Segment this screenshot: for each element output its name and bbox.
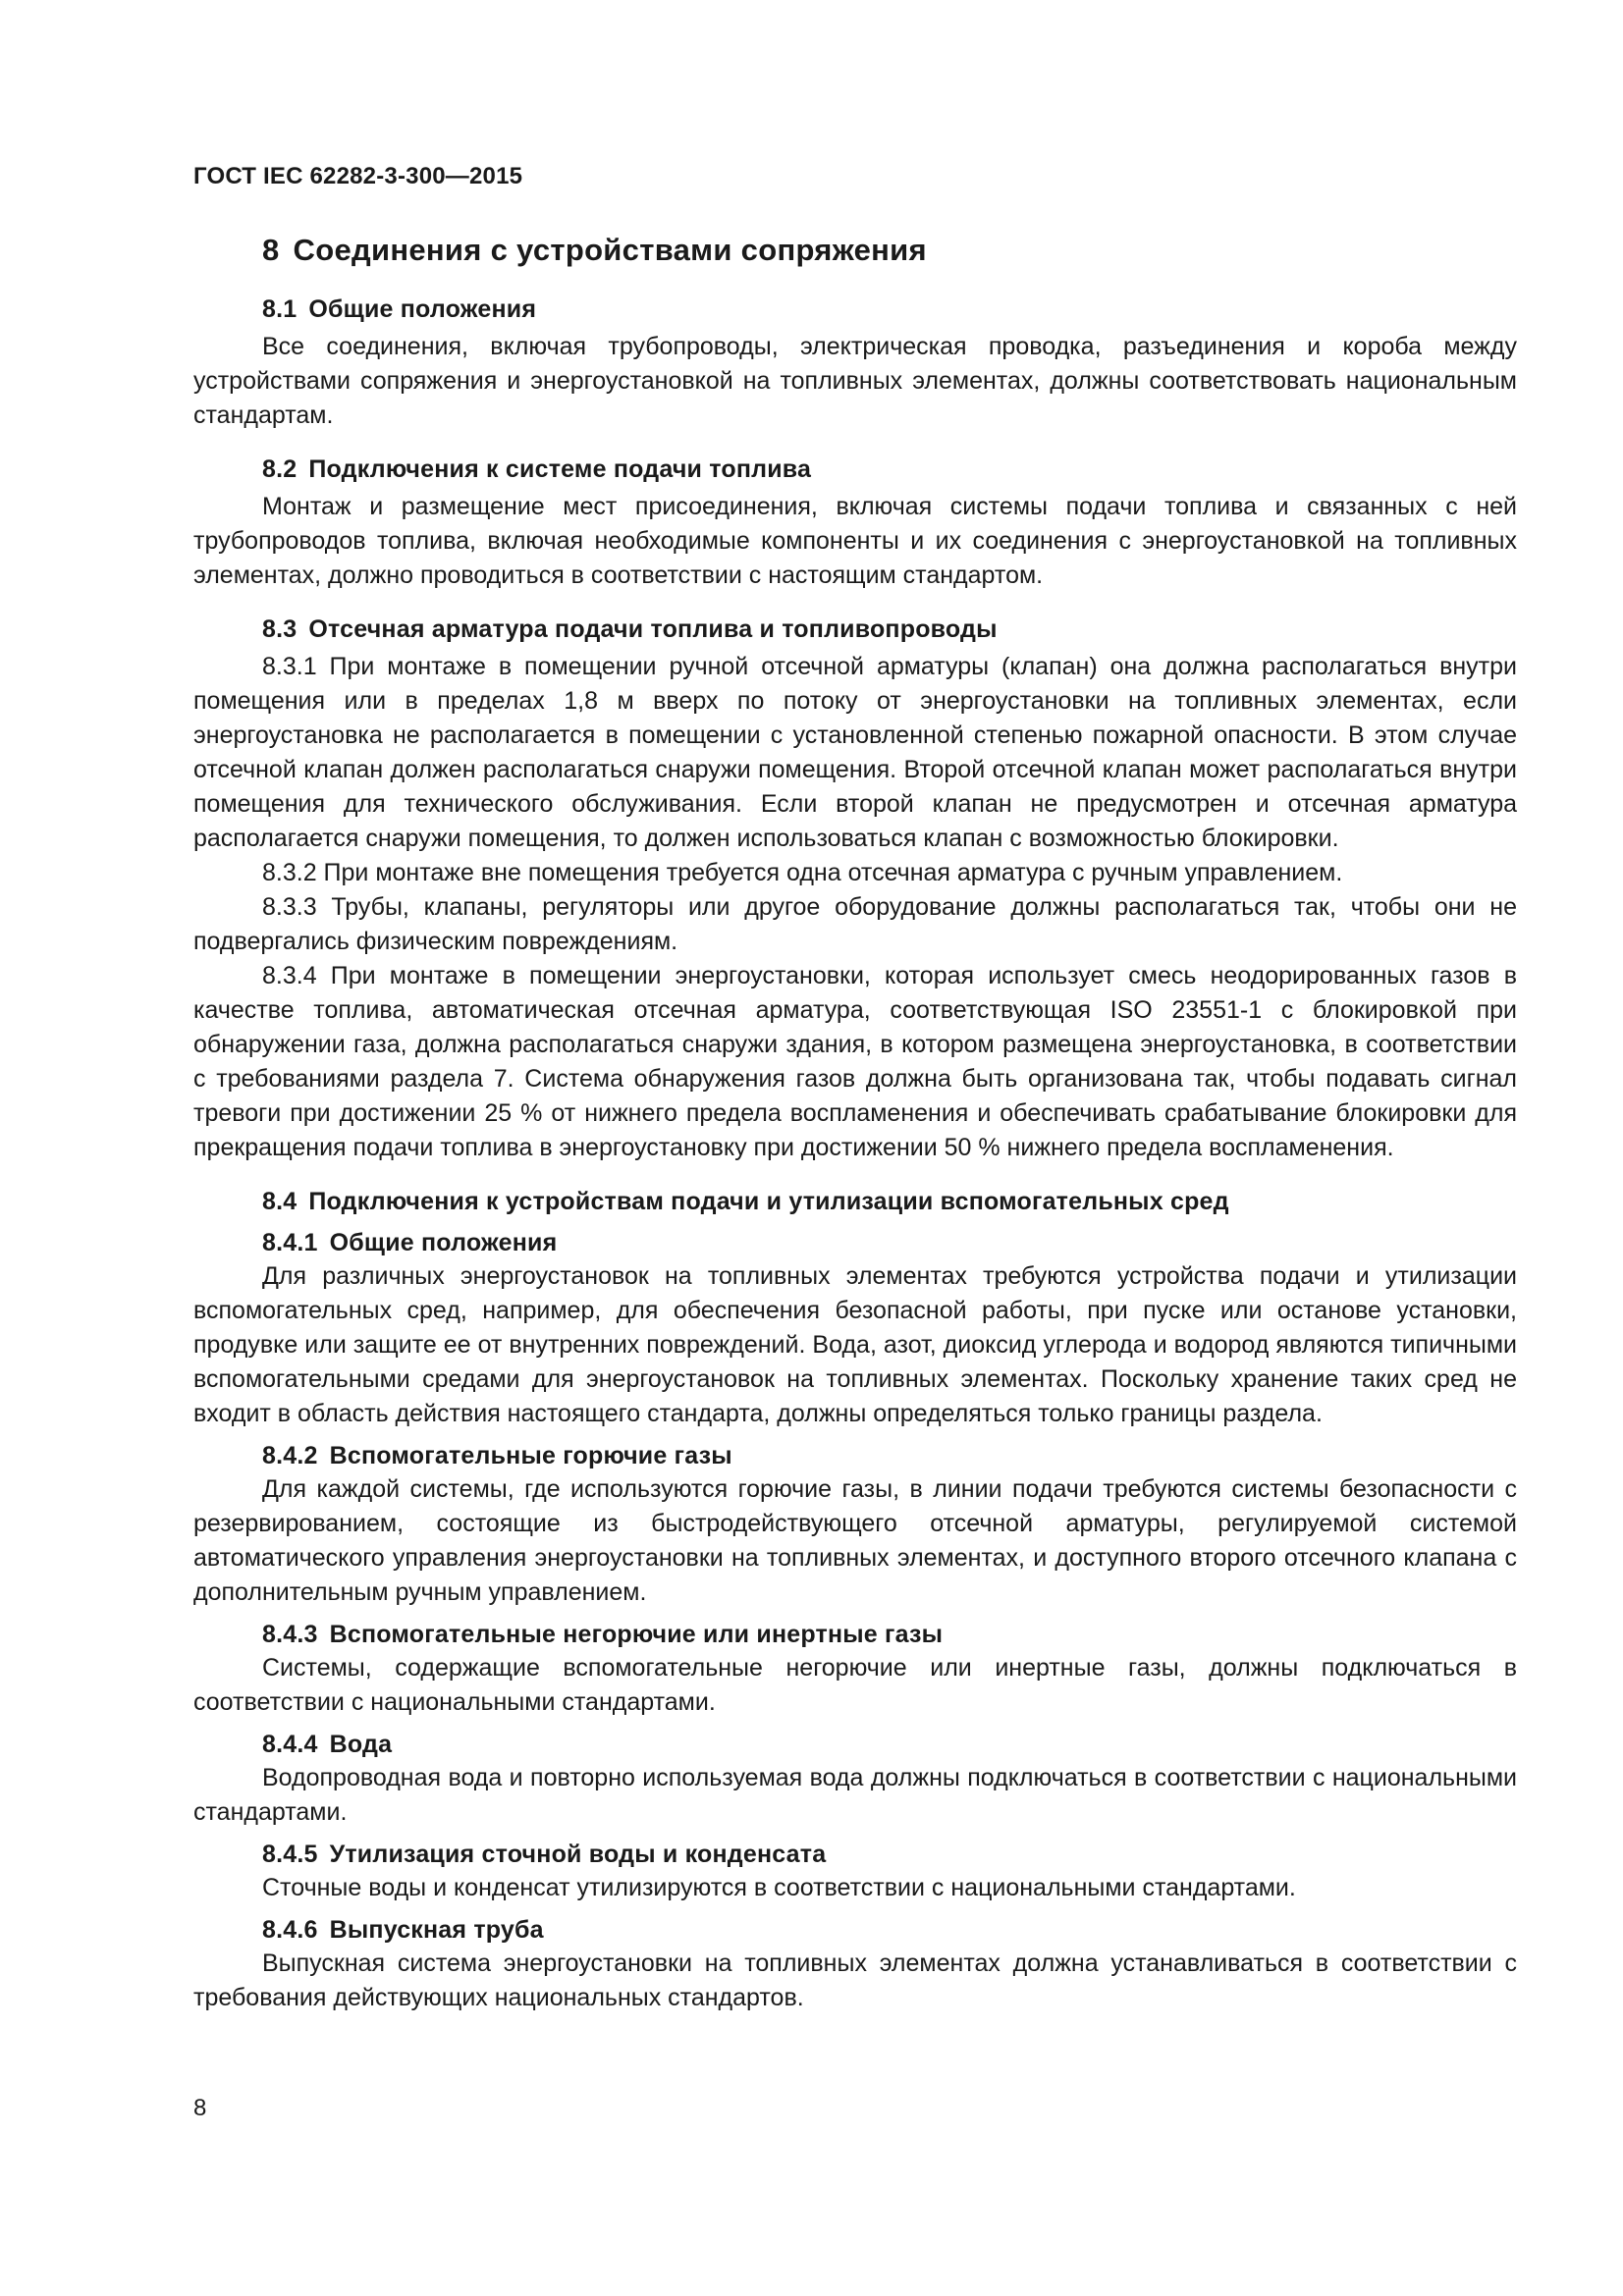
subsection-8-2 [193, 453, 1517, 593]
subsection-heading [262, 1913, 1517, 1947]
subsection-number: 8.1 [262, 295, 298, 323]
paragraph-8-3-2: 8.3.2 При монтаже вне помещения требуется одна отсечная арматура с ручным управлением. [262, 859, 1343, 886]
paragraph: Монтаж и размещение мест присоединения, включая системы подачи топлива и связанных с ней трубопроводов топлива, включая необходимые компоненты и их соединения с энергоустановкой на топливных элементах, должно проводиться в соответствии с настоящим стандартом. [193, 493, 1517, 589]
paragraph-8-3-1: 8.3.1 При монтаже в помещении ручной отсечной арматуры (клапан) она должна располагаться внутри помещения или в пределах 1,8 м вверх по потоку от энергоустановки на топливных элементах, если энергоустановка не располагается в помещении с установленной степенью пожарной опасности. В этом случае отсечной клапан должен располагаться снаружи помещения. Второй отсечной клапан может располагаться внутри помещения для технического обслуживания. Если второй клапан не предусмотрен и отсечная арматура располагается снаружи помещения, то должен использоваться клапан с возможностью блокировки. [193, 653, 1517, 852]
subsection-title: Утилизация сточной воды и конденсата [329, 1841, 827, 1868]
subsection-title: Вспомогательные негорючие или инертные газы [329, 1621, 944, 1648]
paragraph-8-3-3: 8.3.3 Трубы, клапаны, регуляторы или другое оборудование должны располагаться так, чтобы они не подвергались физическим повреждениям. [193, 893, 1517, 955]
paragraph: Выпускная система энергоустановки на топливных элементах должна устанавливаться в соответствии с требования действующих национальных стандартов. [193, 1949, 1517, 2011]
subsection-title: Подключения к системе подачи топлива [308, 455, 812, 483]
subsection-8-4-3 [193, 1618, 1517, 1720]
document-header: ГОСТ IEC 62282-3-300—2015 [193, 163, 523, 189]
subsection-heading [262, 1618, 1517, 1651]
paragraph: Сточные воды и конденсат утилизируются в соответствии с национальными стандартами. [262, 1874, 1296, 1901]
subsection-number: 8.4.5 [262, 1841, 318, 1868]
subsection-heading [262, 453, 1517, 486]
paragraph: Для различных энергоустановок на топливных элементах требуются устройства подачи и утилизации вспомогательных сред, например, для обеспечения безопасной работы, при пуске или останове установки, продувке или защите ее от внутренних повреждений. Вода, азот, диоксид углерода и водород являются типичными вспомогательными средами для энергоустановок на топливных элементах. Поскольку хранение таких сред не входит в область действия настоящего стандарта, должны определяться только границы раздела. [193, 1262, 1517, 1427]
subsection-number: 8.4.3 [262, 1621, 318, 1648]
subsection-heading [262, 1439, 1517, 1472]
subsection-heading [262, 1185, 1517, 1218]
subsection-title: Общие положения [329, 1229, 558, 1256]
subsection-heading [262, 1728, 1517, 1761]
subsection-heading [262, 1838, 1517, 1871]
subsection-heading [262, 293, 1517, 326]
subsection-title: Отсечная арматура подачи топлива и топливопроводы [308, 615, 998, 643]
subsection-8-4-4 [193, 1728, 1517, 1830]
subsection-8-4-1 [193, 1226, 1517, 1431]
subsection-number: 8.4.4 [262, 1731, 318, 1758]
subsection-number: 8.2 [262, 455, 298, 483]
subsection-8-4-5 [193, 1838, 1517, 1905]
subsection-heading [262, 1226, 1517, 1259]
subsection-heading [262, 613, 1517, 646]
subsection-8-3 [193, 613, 1517, 1165]
paragraph: Водопроводная вода и повторно используемая вода должны подключаться в соответствии с национальными стандартами. [193, 1764, 1517, 1826]
page-number: 8 [193, 2095, 207, 2121]
subsection-number: 8.4.2 [262, 1442, 318, 1469]
subsection-title: Общие положения [308, 295, 537, 323]
subsection-number: 8.4.1 [262, 1229, 318, 1256]
subsection-title: Подключения к устройствам подачи и утилизации вспомогательных сред [308, 1188, 1229, 1215]
subsection-8-4-6 [193, 1913, 1517, 2015]
subsection-8-4 [193, 1185, 1517, 1218]
paragraph: Системы, содержащие вспомогательные негорючие или инертные газы, должны подключаться в соответствии с национальными стандартами. [193, 1654, 1517, 1716]
section-number: 8 [262, 233, 280, 267]
subsection-number: 8.3 [262, 615, 298, 643]
subsection-8-1 [193, 293, 1517, 433]
paragraph-8-3-4: 8.3.4 При монтаже в помещении энергоустановки, которая использует смесь неодорированных газов в качестве топлива, автоматическая отсечная арматура, соответствующая ISO 23551-1 с блокировкой при обнаружении газа, должна располагаться снаружи здания, в котором размещена энергоустановка, в соответствии с требованиями раздела 7. Система обнаружения газов должна быть организована так, чтобы подавать сигнал тревоги при достижении 25 % от нижнего предела воспламенения и обеспечивать срабатывание блокировки для прекращения подачи топлива в энергоустановку при достижении 50 % нижнего предела воспламенения. [193, 962, 1517, 1161]
subsection-number: 8.4 [262, 1188, 298, 1215]
subsection-number: 8.4.6 [262, 1916, 318, 1944]
subsection-title: Выпускная труба [329, 1916, 544, 1944]
page-content [193, 228, 1517, 2015]
subsection-title: Вода [329, 1731, 393, 1758]
section-title-text: Соединения с устройствами сопряжения [293, 233, 927, 267]
subsection-8-4-2 [193, 1439, 1517, 1610]
paragraph: Все соединения, включая трубопроводы, электрическая проводка, разъединения и короба между устройствами сопряжения и энергоустановкой на топливных элементах, должны соответствовать национальным стандартам. [193, 333, 1517, 429]
paragraph: Для каждой системы, где используются горючие газы, в линии подачи требуются системы безопасности с резервированием, состоящие из быстродействующего отсечной арматуры, регулируемой системой автоматического управления энергоустановки на топливных элементах, и доступного второго отсечного клапана с дополнительным ручным управлением. [193, 1475, 1517, 1606]
section-title [262, 228, 1517, 273]
subsection-title: Вспомогательные горючие газы [329, 1442, 732, 1469]
